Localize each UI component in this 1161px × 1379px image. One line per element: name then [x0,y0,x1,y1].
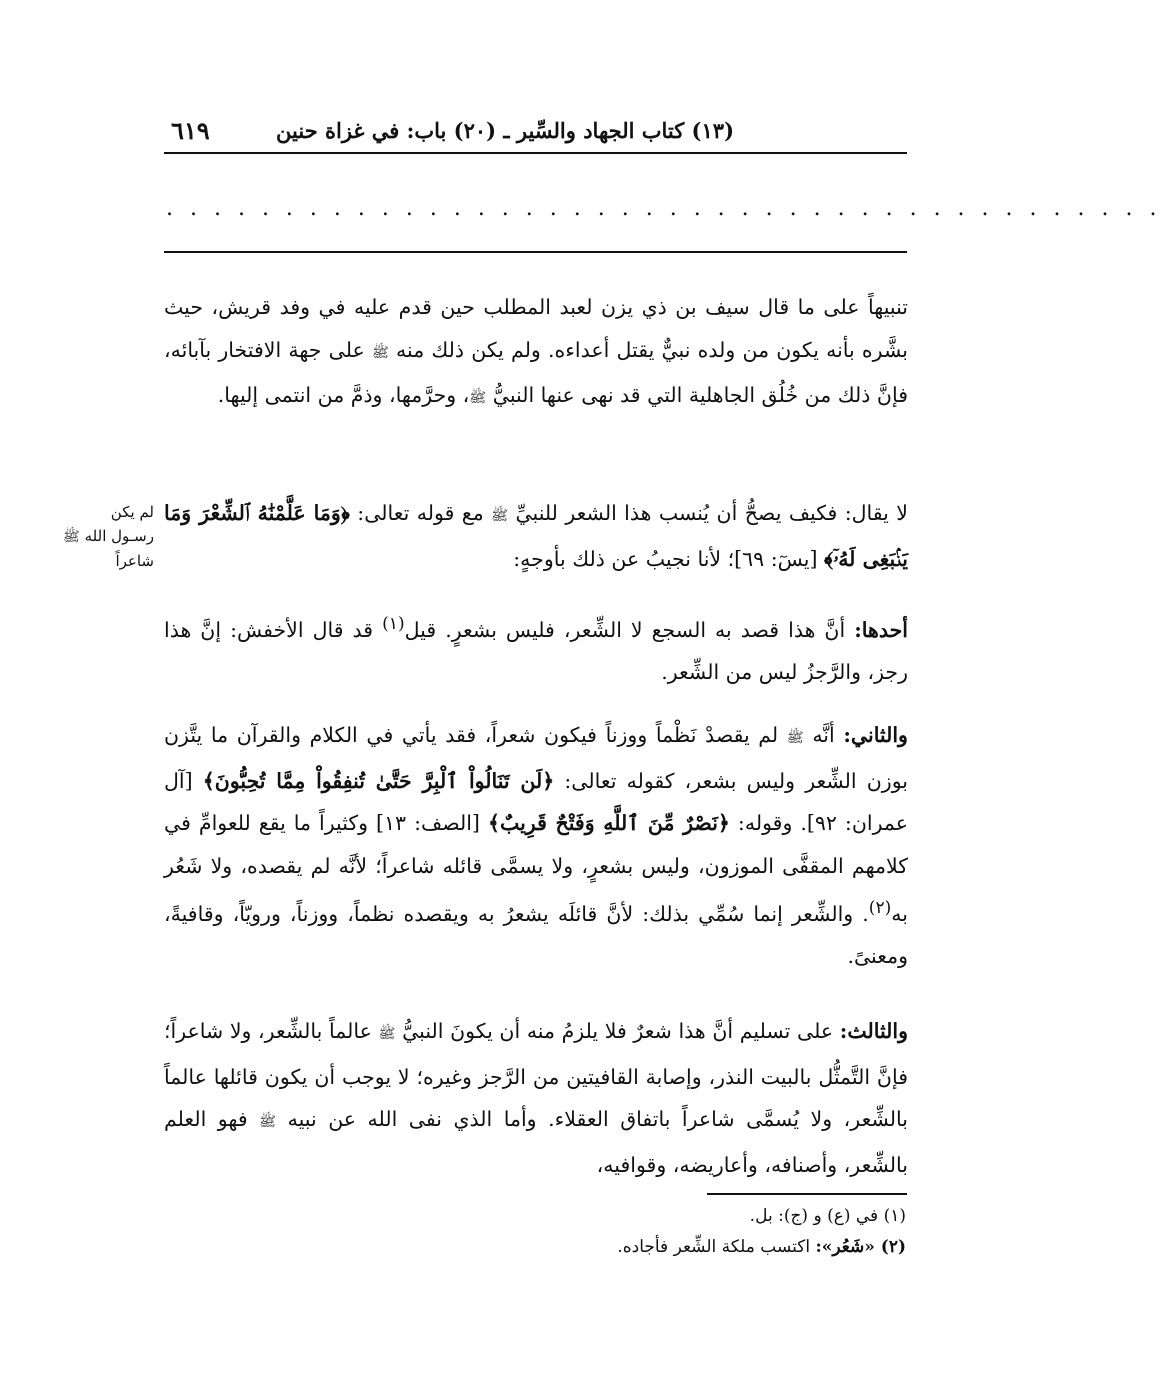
paragraph-second-answer [164,714,908,978]
margin-note-line: لم يكن [110,503,154,521]
header-rule [164,152,907,154]
footnote-ref: (٢) [868,898,892,918]
paragraph-intro [164,286,908,420]
paragraph-text: لا يقال: فكيف يصحُّ أن يُنسب هذا الشعر للنبيِّ [515,501,908,525]
running-head: (١٣) كتاب الجهاد والسِّير ـ (٢٠) باب: في غزاة حنين [276,118,734,143]
page-number: ٦١٩ [171,116,210,145]
footnote-ref: (١) [382,614,405,634]
paragraph-text: [يسٓ: ٦٩]؛ لأنا نجيبُ عن ذلك بأوجهٍ: [513,546,818,571]
salutation-mark: ﷺ [259,1114,277,1130]
salutation-mark: ﷺ [786,730,804,746]
paragraph-text: قد قال الأخفش: إنَّ هذا رجز، والرَّجزُ ليس من الشِّعر. [164,617,908,685]
salutation-mark: ﷺ [469,390,487,406]
salutation-mark: ﷺ [62,529,80,545]
answer-label: والثاني: [843,723,908,747]
paragraph-text: [الصف: ١٣] وكثيراً ما يقع للعوامِّ في كلامهم المقفَّى الموزون، وليس بشعرٍ، ولا يسمَّى قائله شاعراً؛ لأنَّه لم يقصده، ولا شَعُر به [164,811,908,926]
salutation-mark: ﷺ [491,508,509,524]
paragraph-objection [164,492,908,580]
answer-label: أحدها: [854,617,908,642]
paragraph-text: عالماً بالشِّعر، ولا شاعراً؛ فإنَّ التَّمثُّل بالبيت النذر، وإصابة القافيتين من الرَّجز وغيره؛ لا يوجب أن يكون قائلها عالماً بالشِّعر، ولا يُسمَّى شاعراً باتفاق العقلاء. وأما الذي نفى الله عن نبيه [164,1019,908,1131]
paragraph-first-answer [164,603,908,694]
paragraph-text: . والشِّعر إنما سُمِّي بذلك: لأنَّ قائلَه يشعرُ به ويقصده نظماً، ووزناً، ورويّاً، وقافيةً، ومعنىً. [164,901,908,969]
paragraph-third-answer [164,1010,908,1186]
footnote-term: (٢) «شَعُر»: [815,1237,906,1257]
paragraph-text: ، وحرَّمها، وذمَّ من انتمى إليها. [217,383,470,407]
salutation-mark: ﷺ [378,1026,396,1042]
paragraph-text: [آل عمران: ٩٢]. وقوله: [164,768,908,835]
paragraph-text: على تسليم أنَّ هذا شعرٌ فلا يلزمُ منه أن يكونَ النبيُّ [402,1019,834,1043]
paragraph-text: لم يقصدْ نَظْماً ووزناً فيكون شعراً، فقد يأتي في الكلام والقرآن ما يتَّزن بوزن الشِّعر وليس بشعر، كقوله تعالى: [164,723,908,793]
paragraph-text: مع قوله تعالى: [357,501,484,525]
footnote-rule [707,1193,907,1195]
paragraph-text: أنَّ هذا قصد به السجع لا الشِّعر، فليس بشعرٍ. قيل [404,617,846,642]
margin-note-line: شاعراً [115,552,154,570]
salutation-mark: ﷺ [371,344,389,361]
paragraph-text: على جهة الافتخار بآبائه، فإنَّ ذلك من خُلُق الجاهلية التي قد نهى عنها النبيُّ [164,337,908,407]
quran-verse: ﴿وَمَا عَلَّمْنَٰهُ ٱلشِّعْرَ وَمَا يَنۢبَغِى لَهُۥٓ﴾ [164,501,908,571]
paragraph-text: تنبيهاً على ما قال سيف بن ذي يزن لعبد المطلب حين قدم عليه في وفد قريش، حيث بشَّره بأنه يكون من ولده نبيٌّ يقتل أعداءه. ولم يكن ذلك منه [164,295,908,362]
footnote-text: اكتسب ملكة الشِّعر فأجاده. [617,1237,811,1257]
footnote-2 [617,1234,906,1260]
quran-verse: ﴿لَن تَنَالُواْ ٱلْبِرَّ حَتَّىٰ تُنفِقُواْ مِمَّا تُحِبُّونَ﴾ [202,768,555,793]
answer-label: والثالث: [839,1019,908,1043]
paragraph-text: فهو العلم بالشِّعر، وأصنافه، وأعاريضه، وقوافيه، [164,1107,908,1177]
omission-dots: . . . . . . . . . . . . . . . . . . . . . . . . . . . . . . . . . . . . . . . . . . [166,196,1161,221]
section-rule [164,251,907,253]
footnote-1: (١) في (ع) و (ج): بل. [749,1206,906,1226]
quran-verse: ﴿نَصْرٌ مِّنَ ٱللَّهِ وَفَتْحٌ قَرِيبٌ﴾ [487,811,730,835]
margin-note [14,500,154,573]
paragraph-text: أنَّه [812,723,835,747]
margin-note-line: رسـول الله [84,527,154,545]
